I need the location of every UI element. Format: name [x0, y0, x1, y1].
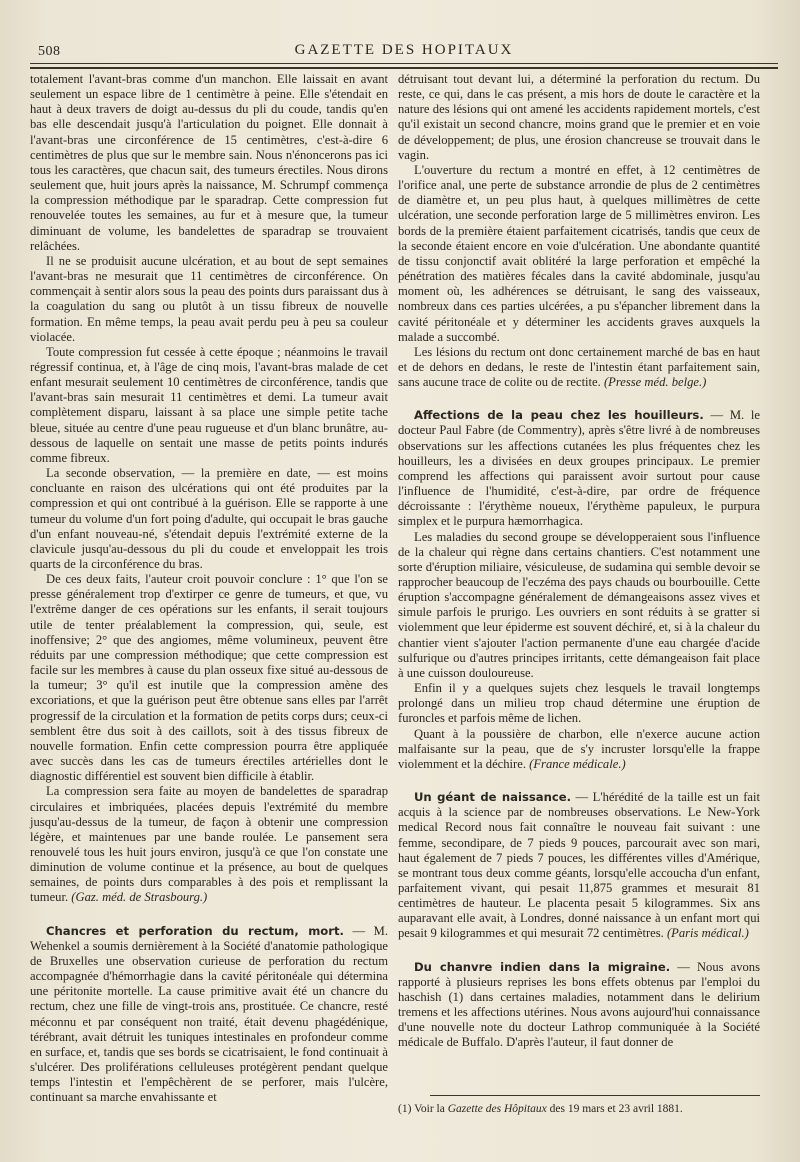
page-number: 508 — [38, 44, 61, 59]
paragraph: L'ouverture du rectum a montré en effet, à 12 centimètres de l'orifice anal, une perte de substance arrondie de plus de 2 centimètres de diamètre et, un peu plus haut, à quelques millimètres de cette ulcération, une seconde perforation large de 5 millimètres environ. Les bords de la première étaient parfaitement cicatrisés, tandis que ceux de la seconde étaient encore en voie d'ulcération. Une abondante quantité de tissu conjonctif avait oblitéré la large perforation et empêché la pénétration des matières fécales dans la cavité abdominale, jusqu'au moment où, les adhérences se détruisant, le sang des vaisseaux, nombreux dans ces parties ulcérées, a pu s'épancher librement dans la cavité péritonéale et y déterminer les accidents graves auxquels la malade a succombé. — [398, 162, 760, 344]
section-title: Affections de la peau chez les houilleurs. — [414, 408, 704, 423]
paragraph: Toute compression fut cessée à cette époque ; néanmoins le travail régressif continua, et, à l'âge de cinq mois, l'avant-bras malade de cet enfant mesurait seulement 10 centimètres de circonférence, tandis que l'avant-bras sain mesurait 11 centimètres et demi. La tumeur avait complètement disparu, laissant à sa place une simple petite tache bleue, située au centre d'une peau rugueuse et d'un blanc brunâtre, au-dessous de laquelle on sentait une masse de petits points indurés comme fibreux. — [30, 344, 388, 465]
paragraph-text: Les lésions du rectum ont donc certainement marché de bas en haut et de dehors en dedans, le reste de l'intestin étant parfaitement sain, sans aucune trace de colite ou de rectite. — [398, 344, 760, 390]
paragraph-text: Quant à la poussière de charbon, elle n'exerce aucune action malfaisante sur la peau, que de s'y incruster lorsqu'elle la frappe violemment et la déchire. — [398, 726, 760, 771]
right-column — [398, 72, 760, 1051]
section-title: Du chanvre indien dans la migraine. — [414, 959, 671, 974]
source-citation: (Gaz. méd. de Strasbourg.) — [71, 890, 208, 905]
source-citation: (Paris médical.) — [666, 926, 749, 941]
footnote-marker: (1) Voir la — [398, 1103, 448, 1115]
section-houilleurs — [398, 408, 760, 529]
paragraph — [398, 727, 760, 772]
section-text: — L'hérédité de la taille est un fait acquis à la science par de nombreuses observations. Le New-York medical Record nous fait connaître le nouveau fait suivant : une femme, secondipare, de 7 pieds 9 pouces, parcourait avec son mari, haut également de 7 pieds 7 pouces, les différentes villes d'Amérique, se montrant tous deux comme géants, lorsqu'elle accoucha d'un enfant, parfaitement vivant, qui pesait 11,875 grammes et mesurait 81 centimètres de hauteur. Le placenta pesait 5 kilogrammes. Six ans auparavant elle avait, à Londres, donné naissance à un enfant mort qui pesait 9 kilogrammes et qui mesurait 72 centimètres. — [398, 790, 760, 941]
section-title: Un géant de naissance. — [414, 790, 571, 805]
footnote-source: Gazette des Hôpitaux — [447, 1103, 547, 1115]
paragraph: La seconde observation, — la première en date, — est moins concluante en raison des ulcérations qui ont été produites par la compression et qui ont contribué à la guérison. Elle se rapporte à une tumeur du volume d'un fort poing d'adulte, qui occupait le bras gauche d'un enfant nouveau-né, s'étendait depuis l'extrémité externe de la clavicule jusqu'au-dessous du pli du coude et enveloppait les trois quarts de la circonférence du bras. — [30, 466, 388, 571]
page-header — [30, 38, 778, 60]
paragraph — [398, 345, 760, 390]
section-title: Chancres et perforation du rectum, mort. — [46, 923, 344, 938]
section-text: — M. le docteur Paul Fabre (de Commentry), après s'être livré à de nombreuses observations sur les affections cutanées les plus fréquentes chez les houilleurs, les a divisées en deux groupes principaux. Le premier comprend les affections qui paraissent avoir surtout pour cause l'influence de l'humidité, c'est-à-dire, par ordre de fréquence décroissante : l'érythème noueux, l'érythème papuleux, le purpura simplex et le purpura hæmorrhagica. — [398, 408, 760, 529]
paragraph: totalement l'avant-bras comme d'un manchon. Elle laissait en avant seulement un espace libre de 1 centimètre à peine. Elle s'étendait en haut à deux travers de doigt au-dessus du pli du coude, tandis qu'en bas elle descendait jusqu'à l'articulation du poignet. Elle donnait à l'avant-bras une circonférence de 15 centimètres, c'est-à-dire 6 centimètres de plus que sur le membre sain. Nous n'énoncerons pas ici tous les caractères, que chacun sait, des tumeurs érectiles. Nous dirons seulement que, huit jours après la naissance, M. Schrumpf commença la compression méthodique par le sparadrap. Cette compression fut renouvelée toutes les semaines, au fur et à mesure que, la tumeur diminuant de volume, les bandelettes de sparadrap se trouvaient relâchées. — [30, 72, 388, 253]
source-citation: (France médicale.) — [529, 756, 626, 771]
journal-title: GAZETTE DES HOPITAUX — [294, 42, 514, 58]
paragraph: détruisant tout devant lui, a déterminé la perforation du rectum. Du reste, ce qui, dans le cas présent, a mis hors de doute le caractère et la nature des lésions qui ont amené les accidents rapidement mortels, c'est qu'il existait un second chancre, moins grand que le premier et en voie de développement; de plus, une érosion chancreuse se trouvait dans le vagin. — [398, 72, 760, 162]
section-chancres — [30, 924, 388, 1106]
paragraph — [30, 784, 388, 905]
header-rule-thick — [30, 67, 778, 69]
paragraph: Les maladies du second groupe se développeraient sous l'influence de la chaleur qui règne dans certains chantiers. C'est notamment une sorte d'éruption miliaire, vésiculeuse, de sudamina qui semble devoir se rapprocher beaucoup de l'eczéma des pays chauds ou bourbouille. Cette éruption s'accompagne généralement de démangeaisons assez vives et simule parfois le prurigo. Les ouvriers en sont réduits à se gratter si violemment que leur épiderme est souvent déchiré, et, si à la chaleur du chantier vient s'ajouter l'action permanente d'une eau chargée d'acide sulfurique ou d'autres principes irritants, cette démangeaison fait place à une cuisson douloureuse. — [398, 529, 760, 680]
section-text: — Nous avons rapporté à plusieurs reprises les bons effets obtenus par l'emploi du haschish (1) dans certaines maladies, notamment dans le delirium tremens et les affections utérines. Nous avons aujourd'hui connaissance d'une nouvelle note du docteur Lathrop communiquée à la Société médicale de Buffalo. D'après l'auteur, il faut donner de — [398, 959, 760, 1050]
paragraph: Enfin il y a quelques sujets chez lesquels le travail longtemps prolongé dans un milieu trop chaud détermine une éruption de furoncles et parfois même de lichen. — [398, 681, 760, 726]
paragraph: De ces deux faits, l'auteur croit pouvoir conclure : 1° que l'on se presse généralement trop d'extirper ce genre de tumeurs, et que, vu l'extrême danger de ces opérations sur les enfants, il serait toujours utile de tenter préalablement la compression, qui, seule, est inoffensive; 2° que des angiomes, même volumineux, peuvent être réduits par une compression méthodique; que cette compression est facile sur les membres à cause du plan osseux fixe situé au-dessous de la tumeur; 3° qu'il est inutile que la compression amène des excoriations, et que la guérison peut être obtenue sans elles par l'arrêt progressif de la circulation et la formation de petits corps durs; ceux-ci semblent être dus soit à des caillots, soit à des tissus fibreux de nouvelle formation. Enfin cette compression pourra être appliquée avec succès dans les cas de tumeurs érectiles artérielles dont le diagnostic différentiel est souvent bien difficile à établir. — [30, 572, 388, 784]
section-text: — M. Wehenkel a soumis dernièrement à la Société d'anatomie pathologique de Bruxelles une observation curieuse de perforation du rectum accompagnée d'hémorrhagie dans la cavité péritonéale qui détermina une péritonite mortelle. La cause primitive avait été un chancre du rectum, chez une fille de vingt-trois ans, prostituée. Ce chancre, resté méconnu et par conséquent non traité, était devenu phagédénique, térébrant, avait détruit les tuniques intestinales en profondeur comme en surface, et, tandis que ses bords se cicatrisaient, le fond continuait à s'ulcérer. Des proliférations celluleuses protégèrent pendant quelque temps l'intestin et l'empêchèrent de se perforer, mais l'ulcère, continuant sa marche envahissante et — [30, 923, 388, 1105]
header-rule-thin — [30, 63, 778, 64]
footnote — [398, 1102, 760, 1116]
source-citation: (Presse méd. belge.) — [603, 375, 707, 390]
section-geant — [398, 790, 760, 942]
left-column — [30, 72, 388, 1105]
paragraph: Il ne se produisit aucune ulcération, et au bout de sept semaines l'avant-bras ne mesurait que 11 centimètres de circonférence. On commençait à sentir alors sous la peau des points durs paraissant dus à la coagulation du sang ou plutôt à un tissu fibreux de nouvelle formation. En même temps, la peau avait perdu peu à peu sa couleur violacée. — [30, 253, 388, 344]
paragraph-text: La compression sera faite au moyen de bandelettes de sparadrap circulaires et imbriquées, placées depuis l'extrémité du membre jusqu'au-dessus de la tumeur, de façon à obtenir une compression légère, et maintenues par une bande roulée. Le pansement sera renouvelé tous les huit jours environ, jusqu'à ce que l'on constate une diminution de volume continue et la présence, au bout de quelques semaines, de points durs comparables à des pois et remplissant la tumeur. — [30, 784, 388, 905]
section-chanvre — [398, 960, 760, 1051]
footnote-rest: des 19 mars et 23 avril 1881. — [546, 1103, 683, 1115]
footnote-rule — [430, 1095, 760, 1096]
